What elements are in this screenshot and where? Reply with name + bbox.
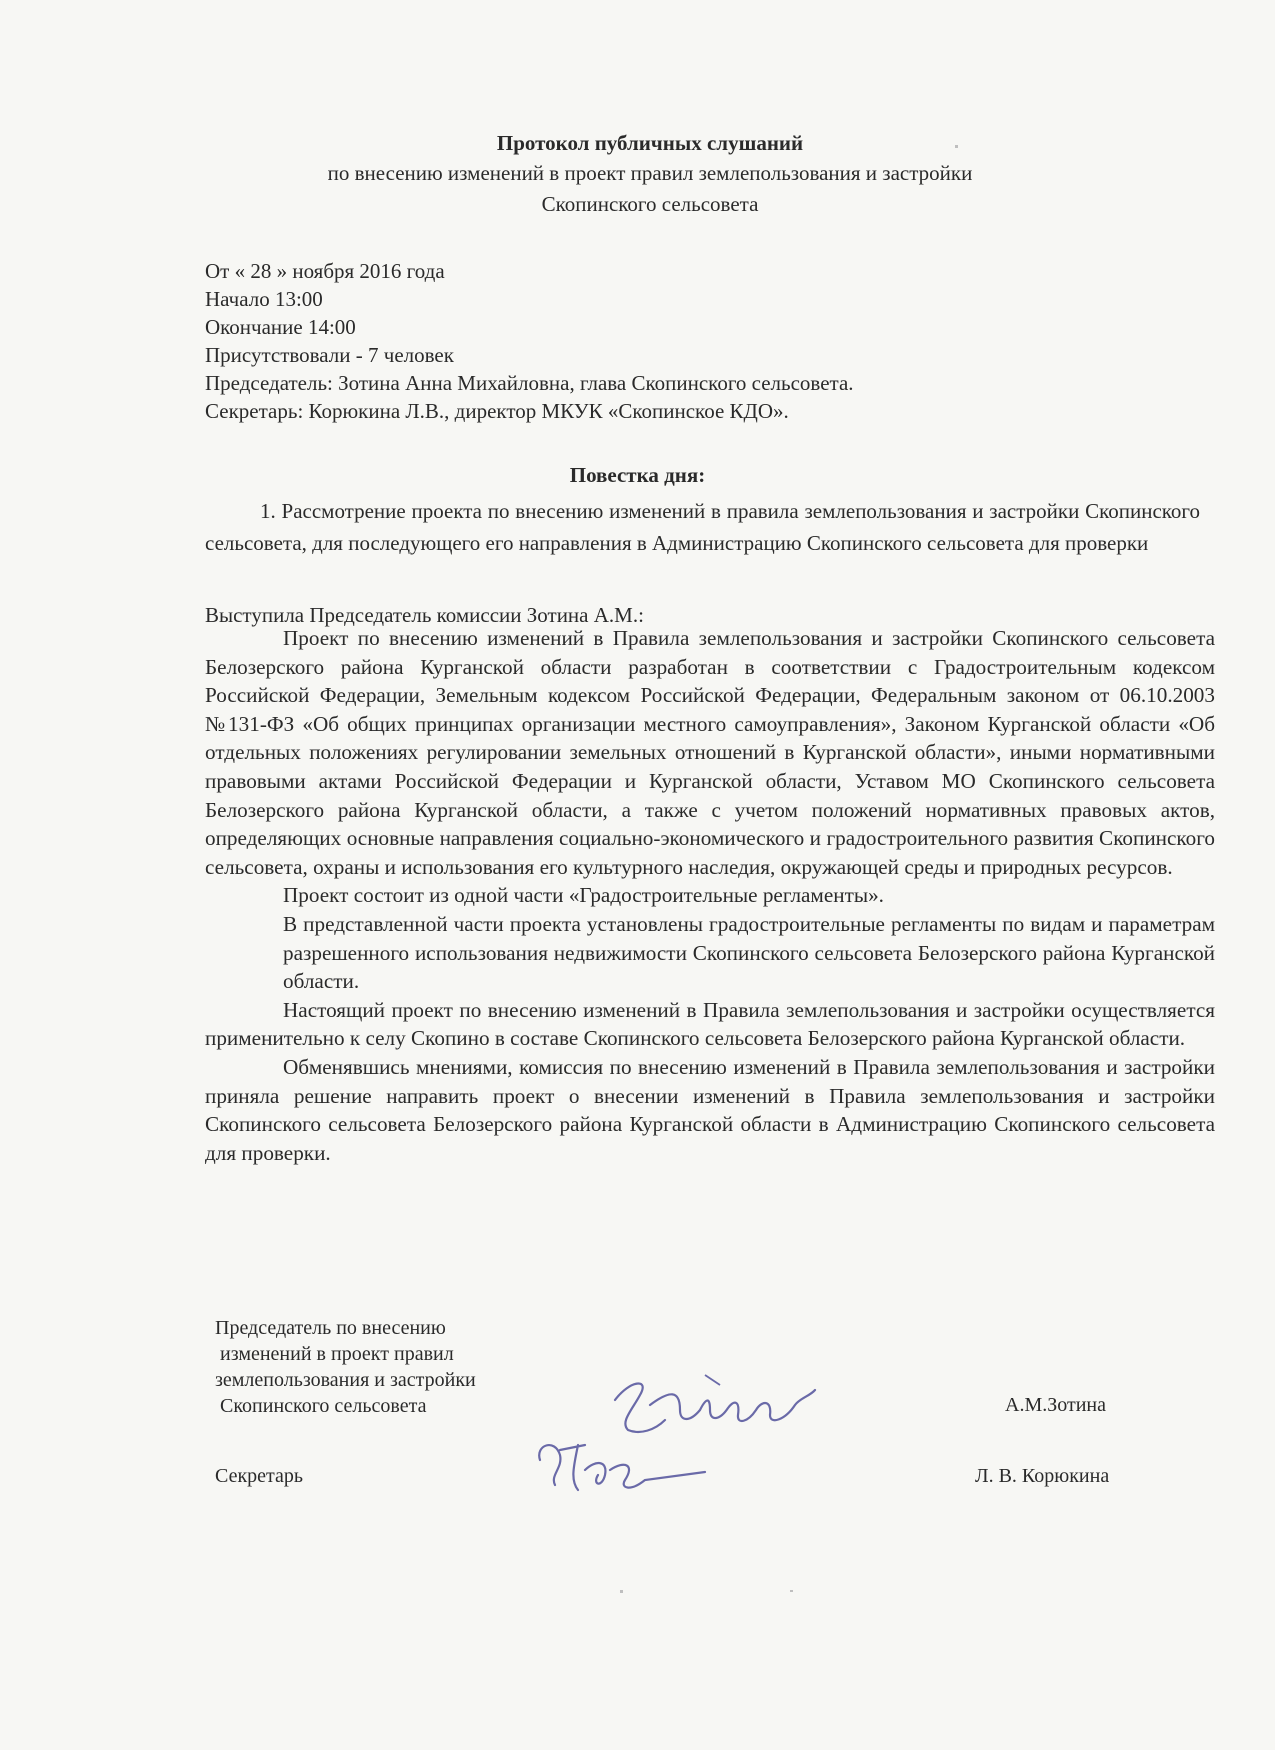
meeting-secretary: Секретарь: Корюкина Л.В., директор МКУК «Скопинское КДО».	[205, 399, 789, 423]
chair-caption-line: землепользования и застройки	[215, 1369, 476, 1391]
protocol-body	[205, 624, 1215, 1167]
document-title: Протокол публичных слушаний	[496, 131, 804, 155]
body-paragraph: Проект состоит из одной части «Градостроительные регламенты».	[283, 883, 884, 908]
body-paragraph: Обменявшись мнениями, комиссия по внесению изменений в Правила землепользования и застройки приняла решение направить проект о внесении изменений в Правила землепользования и застройки Скопинского сельсовета Белозерского района Курганской области в Администрацию Скопинского сельсовета для проверки.	[205, 1054, 1215, 1165]
scan-speck	[955, 145, 958, 148]
document-subtitle-line1: по внесению изменений в проект правил землепользования и застройки	[327, 161, 973, 185]
meeting-date: От « 28 » ноября 2016 года	[205, 259, 445, 283]
document-subtitle-line2: Скопинского сельсовета	[541, 192, 759, 216]
agenda-item-text: 1. Рассмотрение проекта по внесению изменений в правила землепользования и застройки Скопинского сельсовета, для последующего его направления в Администрацию Скопинского сельсовета для проверки	[205, 499, 1200, 555]
secretary-signature	[530, 1430, 710, 1500]
chairman-signature	[610, 1360, 820, 1440]
meeting-chairman: Председатель: Зотина Анна Михайловна, глава Скопинского сельсовета.	[205, 371, 854, 395]
speaker-line: Выступила Председатель комиссии Зотина А.М.:	[205, 603, 644, 627]
body-paragraph: В представленной части проекта установлены градостроительные регламенты по видам и параметрам разрешенного использования недвижимости Скопинского сельсовета Белозерского района Курганской области.	[283, 911, 1215, 994]
meeting-end: Окончание 14:00	[205, 315, 356, 339]
meeting-attendance: Присутствовали - 7 человек	[205, 343, 454, 367]
secretary-name: Л. В. Корюкина	[975, 1465, 1110, 1487]
agenda-item	[205, 495, 1200, 559]
chair-caption-line: Скопинского сельсовета	[215, 1395, 427, 1417]
chairman-name: А.М.Зотина	[1005, 1394, 1107, 1416]
document-header	[150, 128, 1150, 220]
meeting-start: Начало 13:00	[205, 287, 323, 311]
scan-speck	[790, 1590, 793, 1592]
chair-caption-line: изменений в проект правил	[215, 1343, 454, 1365]
chairman-signature-caption	[215, 1315, 476, 1419]
body-paragraph: Настоящий проект по внесению изменений в Правила землепользования и застройки осуществляется применительно к селу Скопино в составе Скопинского сельсовета Белозерского района Курганской области.	[205, 997, 1215, 1051]
scan-speck	[620, 1590, 623, 1593]
agenda-heading: Повестка дня:	[569, 463, 706, 487]
secretary-label: Секретарь	[215, 1465, 304, 1487]
meeting-details	[205, 257, 854, 425]
body-paragraph: Проект по внесению изменений в Правила землепользования и застройки Скопинского сельсовета Белозерского района Курганской области разработан в соответствии с Градостроительным кодексом Российской Федерации, Земельным кодексом Российской Федерации, Федеральным законом от 06.10.2003 №131-ФЗ «Об общих принципах организации местного самоуправления», Законом Курганской области «Об отдельных положениях регулировании земельных отношений в Курганской области», иными нормативными правовыми актами Российской Федерации и Курганской области, Уставом МО Скопинского сельсовета Белозерского района Курганской области, а также с учетом положений нормативных правовых актов, определяющих основные направления социально-экономического и градостроительного развития Скопинского сельсовета, охраны и использования его культурного наследия, окружающей среды и природных ресурсов.	[205, 626, 1215, 879]
chair-caption-line: Председатель по внесению	[215, 1317, 446, 1339]
